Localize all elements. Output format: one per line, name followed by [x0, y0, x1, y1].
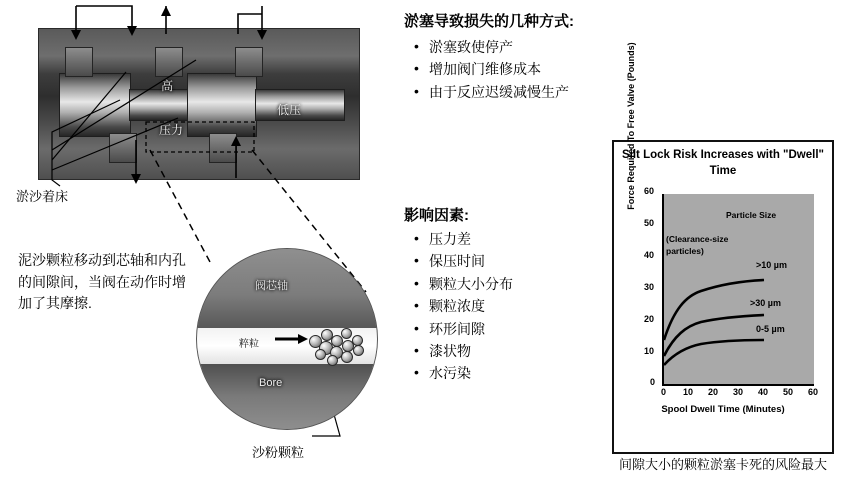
photo-label-high: 高: [161, 79, 174, 93]
series-label-10um: >10 µm: [756, 260, 787, 270]
factors-list: [412, 228, 513, 385]
annotation-particle-size: Particle Size: [726, 210, 777, 220]
x-tick-label: 10: [683, 387, 694, 397]
inset-label-particle: 粹粒: [239, 339, 259, 350]
y-tick-label: 60: [644, 186, 655, 196]
list-item: • 环形间隙: [412, 318, 513, 340]
series-label-0-5um: 0-5 µm: [756, 324, 785, 334]
particle-flow-arrow: [197, 249, 377, 429]
chart-title: Silt Lock Risk Increases with "Dwell" Time: [621, 149, 824, 177]
chart-y-axis-title: Force Required To Free Valve (Pounds): [626, 42, 636, 210]
losses-list: [412, 36, 569, 103]
y-tick-label: 20: [644, 314, 655, 324]
list-item: • 增加阀门维修成本: [412, 58, 569, 80]
inset-label-spool: 阀芯轴: [255, 280, 288, 292]
x-tick-label: 30: [733, 387, 744, 397]
chart-curves: [664, 194, 814, 384]
list-item: • 颗粒浓度: [412, 295, 513, 317]
list-item: • 淤塞致使停产: [412, 36, 569, 58]
x-tick-label: 0: [661, 387, 667, 397]
losses-heading: 淤塞导致损失的几种方式:: [404, 13, 574, 30]
x-tick-label: 40: [758, 387, 769, 397]
annotation-clearance-size-1: (Clearance-size: [666, 234, 729, 244]
left-description-paragraph: 泥沙颗粒移动到芯轴和内孔的间隙间，当阀在动作时增加了其摩擦.: [18, 252, 186, 312]
photo-label-low: 低压: [277, 103, 302, 117]
y-tick-label: 10: [644, 346, 655, 356]
list-item: • 由于反应迟缓减慢生产: [412, 81, 569, 103]
series-line-0-5um: [664, 340, 764, 365]
silt-bed-label: 淤沙着床: [16, 189, 69, 204]
annotation-clearance-size-2: particles): [666, 246, 704, 256]
list-item: • 保压时间: [412, 250, 513, 272]
sand-particle-callout-label: 沙粉颗粒: [252, 445, 305, 460]
y-tick-label: 50: [644, 218, 655, 228]
series-line-30um: [664, 315, 764, 356]
y-tick-label: 30: [644, 282, 655, 292]
series-label-30um: >30 µm: [750, 298, 781, 308]
series-line-10um: [664, 280, 764, 340]
x-tick-label: 60: [808, 387, 819, 397]
list-item: • 水污染: [412, 362, 513, 384]
y-tick-label: 0: [650, 377, 656, 387]
y-tick-label: 40: [644, 250, 655, 260]
list-item: • 颗粒大小分布: [412, 273, 513, 295]
clearance-detail-inset: [196, 248, 378, 430]
chart-x-axis-title: Spool Dwell Time (Minutes): [661, 404, 785, 415]
photo-label-pressure: 压力: [159, 123, 184, 137]
silt-lock-chart: [612, 42, 834, 454]
list-item: • 压力差: [412, 228, 513, 250]
list-item: • 漆状物: [412, 340, 513, 362]
factors-heading: 影响因素:: [404, 207, 469, 224]
x-tick-label: 50: [783, 387, 794, 397]
inset-label-bore: Bore: [259, 377, 283, 389]
chart-caption: 间隙大小的颗粒淤塞卡死的风险最大: [618, 457, 827, 472]
x-tick-label: 20: [708, 387, 719, 397]
